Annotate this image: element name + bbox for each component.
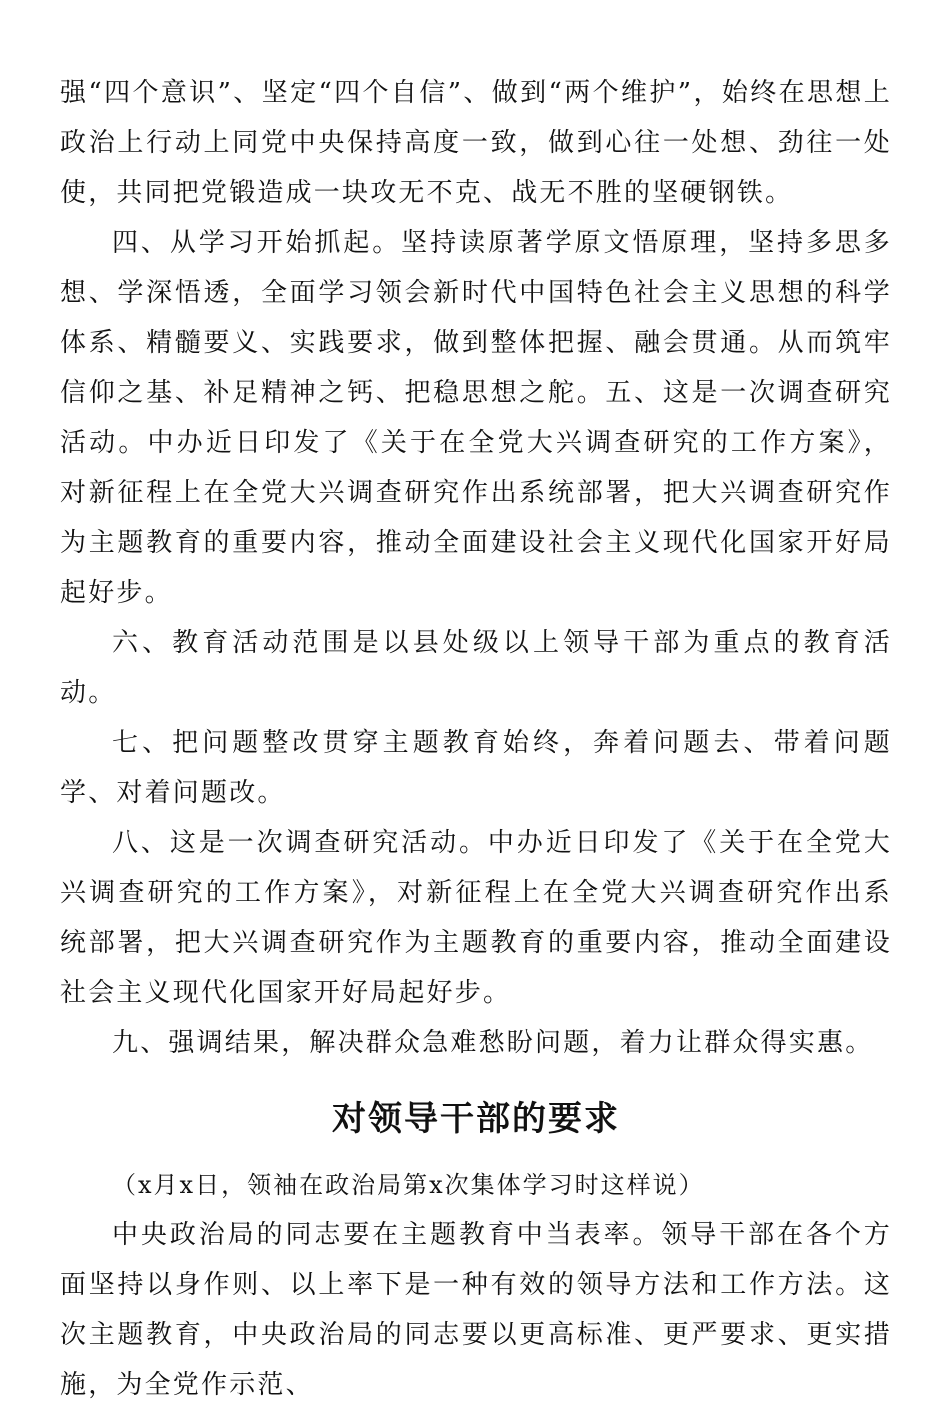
- paragraph-item-nine: 九、强调结果，解决群众急难愁盼问题，着力让群众得实惠。: [112, 1028, 874, 1058]
- section-title: 对领导干部的要求: [332, 1099, 620, 1139]
- section-subtitle: （x月x日，领袖在政治局第x次集体学习时这样说）: [112, 1171, 705, 1199]
- paragraph-item-six: 六、教育活动范围是以县处级以上领导干部为重点的教育活动。: [60, 628, 892, 708]
- paragraph-item-eight: 八、这是一次调查研究活动。中办近日印发了《关于在全党大兴调查研究的工作方案》，对新征程上在全党大兴调查研究作出系统部署，把大兴调查研究作为主题教育的重要内容，推动全面建设社会主义现代化国家开好局起好步。: [60, 828, 892, 1008]
- paragraph-item-four-five: 四、从学习开始抓起。坚持读原著学原文悟原理，坚持多思多想、学深悟透，全面学习领会新时代中国特色社会主义思想的科学体系、精髓要义、实践要求，做到整体把握、融会贯通。从而筑牢信仰之基、补足精神之钙、把稳思想之舵。五、这是一次调查研究活动。中办近日印发了《关于在全党大兴调查研究的工作方案》，对新征程上在全党大兴调查研究作出系统部署，把大兴调查研究作为主题教育的重要内容，推动全面建设社会主义现代化国家开好局起好步。: [60, 228, 892, 608]
- paragraph-item-seven: 七、把问题整改贯穿主题教育始终，奔着问题去、带着问题学、对着问题改。: [60, 728, 892, 808]
- document-page: [60, 68, 892, 1410]
- paragraph-continuation: 强“四个意识”、坚定“四个自信”、做到“两个维护”，始终在思想上政治上行动上同党中央保持高度一致，做到心往一处想、劲往一处使，共同把党锻造成一块攻无不克、战无不胜的坚硬钢铁。: [60, 78, 892, 208]
- section-body-paragraph: 中央政治局的同志要在主题教育中当表率。领导干部在各个方面坚持以身作则、以上率下是一种有效的领导方法和工作方法。这次主题教育，中央政治局的同志要以更高标准、更严要求、更实措施，为全党作示范、: [60, 1220, 892, 1400]
